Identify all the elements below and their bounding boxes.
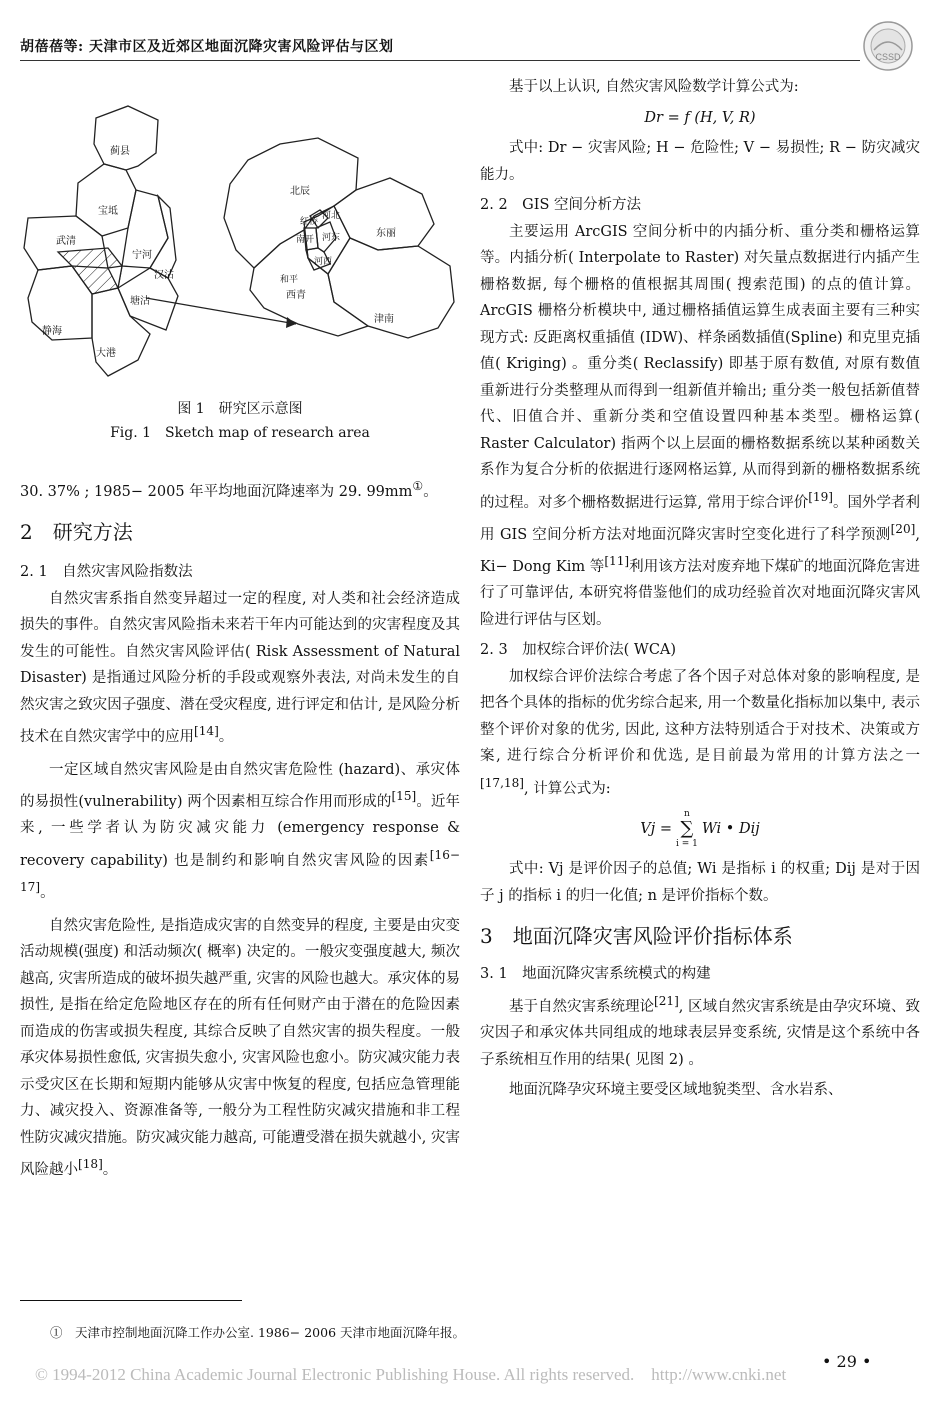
footnote: ① 天津市控制地面沉降工作办公室. 1986− 2006 天津市地面沉降年报。 [50, 1325, 465, 1340]
label-ninghe: 宁河 [132, 250, 152, 261]
figure-1-map [18, 98, 468, 398]
label-baodi: 宝坻 [98, 206, 118, 217]
figure-caption-en: Fig. 1 Sketch map of research area [110, 425, 370, 441]
label-hexi: 河西 [314, 257, 333, 267]
paragraph-wca: 加权综合评价法综合考虑了各个因子对总体对象的影响程度, 是把各个具体的指标的优劣综合起来, 用一个数量化指标加以集中, 表示整个评价对象的优劣, 因此, 这种方法特别适合于对技术、决策或方案, 进行综合分析评价和优选, 是目前最为常用的计算方法之一[17,18], 计算公式为: [480, 668, 920, 797]
paragraph-hazard: 自然灾害危险性, 是指造成灾害的自然变异的程度, 主要是由灾变活动规模(强度) 和活动频次( 概率) 决定的。一般灾变强度越大, 频次越高, 灾害所造成的破坏损失越严重, 灾害的风险也越大。承灾体的易损性, 是指在给定危险地区存在的所有任何财产由于潜在的危险因素而造成的伤害或损失程度, 其综合反映了自然灾害的损失程度。一般承灾体易损性愈低, 灾害损失愈小, 灾害风险也愈小。防灾减灾能力表示受灾区在长期和短期内能够从灾害中恢复的程度, 包括应急管理能力、减灾投入、资源准备等, 一般分为工程性防灾减灾措施和非工程性防灾减灾措施。防灾减灾能力越高, 可能遭受潜在损失就越小, 灾害风险越小[18]。 [20, 917, 460, 1178]
label-jinghai: 静海 [42, 326, 62, 337]
section-3-1-heading: 3. 1 地面沉降灾害系统模式的构建 [480, 966, 711, 983]
equation-wca: Vj = n ∑ i = 1 Wi • Dij [640, 809, 760, 850]
label-jinnan: 津南 [374, 314, 394, 325]
label-wuqing: 武清 [56, 236, 76, 247]
paragraph-system-model: 基于自然灾害系统理论[21], 区域自然灾害系统是由孕灾环境、致灾因子和承灾体共同组成的地球表层异变系统, 灾情是这个系统中各子系统相互作用的结果( 见图 2) 。 [480, 993, 921, 1068]
right-column [480, 74, 920, 1104]
label-dagang: 大港 [96, 348, 116, 359]
label-jixian: 蓟县 [110, 146, 130, 157]
figure-caption-cn: 图 1 研究区示意图 [177, 401, 303, 417]
label-hongqiao: 红桥 [300, 217, 319, 227]
paragraph-gis: 主要运用 ArcGIS 空间分析中的内插分析、重分类和栅格运算等。内插分析( Interpolate to Raster) 对矢量点数据进行内插产生栅格数据, 每个栅格的值根据其周围( 搜索范围) 的点的值计算。ArcGIS 栅格分析模块中, 通过栅格插值运算生成表面主要有三种实现方式: 反距离权重插值 (IDW)、样条函数插值(Spline) 和克里克插值( Kriging) 。重分类( Reclassify) 即基于原有数值, 对原有数值重新进行分类整理从而得到一组新值并输出; 重分类一般包括新值替代、旧值合并、重新分类和空值设置四种基本类型。栅格运算( Raster Calculator) 指两个以上层面的栅格数据系统以某种函数关系作为复合分析的依据进行逐网格运算, 从而得到新的栅格数据系统的过程。对多个栅格数据进行运算, 常用于综合评价[19]。国外学者利用 GIS 空间分析方法对地面沉降灾害时空变化进行了科学预测[20], Ki− Dong Kim 等[11]利用该方法对废弃地下煤矿的地面沉降危害进行了可靠评估, 本研究将借鉴他们的成功经验首次对地面沉降灾害风险进行评估与区划。 [480, 223, 921, 628]
left-column [20, 473, 460, 1183]
running-title: 胡蓓蓓等: 天津市区及近郊区地面沉降灾害风险评估与区划 [20, 39, 394, 55]
section-2-heading: 2 研究方法 [20, 520, 133, 545]
equation-risk: Dr = f (H, V, R) [644, 109, 756, 126]
section-3-heading: 3 地面沉降灾害风险评价指标体系 [480, 924, 793, 949]
paragraph-formula-legend: 式中: Dr − 灾害风险; H − 危险性; V − 易损性; R − 防灾减灾能力。 [480, 140, 920, 183]
label-beichen: 北辰 [290, 186, 310, 197]
label-nankai: 南开 [296, 235, 315, 245]
intro-line: 30. 37% ; 1985− 2005 年平均地面沉降速率为 29. 99mm①。 [20, 479, 438, 500]
label-hebei: 河北 [322, 211, 341, 221]
label-hangu: 汉沽 [154, 270, 174, 281]
paragraph-environment: 地面沉降孕灾环境主要受区域地貌类型、含水岩系、 [509, 1082, 843, 1099]
page-number: • 29 • [822, 1352, 872, 1371]
map-arrow [146, 298, 296, 324]
label-hedong: 河东 [322, 233, 341, 243]
paragraph-formula-intro: 基于以上认识, 自然灾害风险数学计算公式为: [509, 79, 799, 95]
csd-journal-seal-icon [862, 20, 914, 72]
section-2-1-heading: 2. 1 自然灾害风险指数法 [20, 564, 193, 581]
copyright-footer: © 1994-2012 China Academic Journal Electronic Publishing House. All rights reserved. http://www.cnki.net [35, 1365, 787, 1384]
section-2-3-heading: 2. 3 加权综合评价法( WCA) [480, 642, 677, 659]
paragraph-risk-definition: 自然灾害系指自然变异超过一定的程度, 对人类和社会经济造成损失的事件。自然灾害风险指未来若干年内可能达到的灾害程度及其发生的可能性。自然灾害风险评估( Risk Assessment of Natural Disaster) 是指通过风险分析的手段或观察外表法, 对尚未发生的自然灾害之致灾因子强度、潜在受灾程度, 进行评定和估计, 是风险分析技术在自然灾害学中的应用[14]。 [20, 590, 460, 746]
header-rule [20, 60, 860, 61]
section-2-2-heading: 2. 2 GIS 空间分析方法 [480, 197, 642, 213]
logo-text: CSSD [875, 52, 901, 62]
label-xiqing: 西青 [286, 290, 306, 301]
footnote-rule [20, 1300, 242, 1301]
label-tanggu: 塘沽 [130, 296, 150, 307]
paragraph-risk-factors: 一定区域自然灾害风险是由自然灾害危险性 (hazard)、承灾体的易损性(vulnerability) 两个因素相互综合作用而形成的[15]。近年来, 一些学者认为防灾减灾能力 (emergency response & recovery capability) 也是制约和影响自然灾害风险的因素[16− 17]。 [20, 761, 460, 902]
paragraph-wca-legend: 式中: Vj 是评价因子的总值; Wi 是指标 i 的权重; Dij 是对于因子 j 的指标 i 的归一化值; n 是评价指标个数。 [480, 861, 920, 904]
label-heping: 和平 [280, 275, 299, 285]
label-dongli: 东丽 [376, 228, 396, 239]
